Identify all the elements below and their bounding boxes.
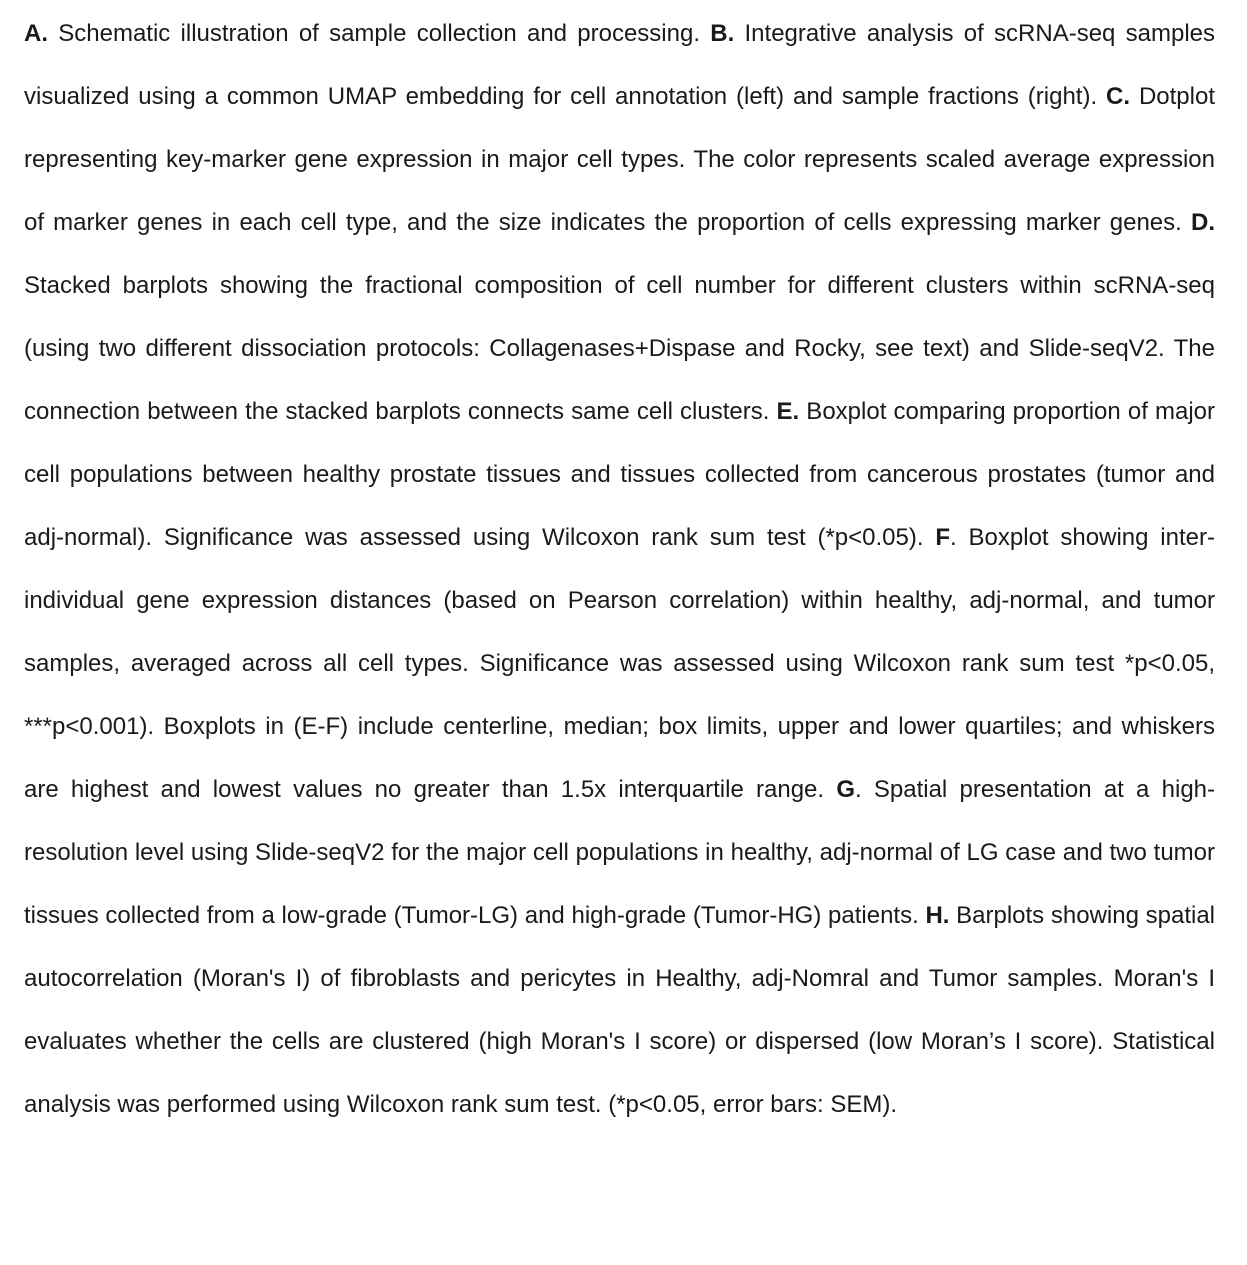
panel-label-h: H. bbox=[925, 902, 950, 929]
panel-label-a: A. bbox=[24, 20, 48, 47]
panel-label-g: G bbox=[836, 776, 855, 803]
panel-text-h: Barplots showing spatial autocorrelation (Moran's I) of fibroblasts and pericytes in Healthy, adj-Nomral and Tumor samples. Moran's I evaluates whether the cells are clustered (high Moran's I score) or dispersed (low Moran’s I score). Statistical analysis was performed using Wilcoxon rank sum test. (*p<0.05, error bars: SEM). bbox=[24, 902, 1215, 1118]
panel-text-a: Schematic illustration of sample collection and processing. bbox=[48, 20, 711, 47]
figure-caption bbox=[24, 2, 1215, 1136]
panel-text-d: Stacked barplots showing the fractional composition of cell number for different clusters within scRNA-seq (using two different dissociation protocols: Collagenases+Dispase and Rocky, see text) and Slide-seqV2. The connection between the stacked barplots connects same cell clusters. bbox=[24, 272, 1215, 425]
panel-text-b: Integrative analysis of scRNA-seq samples visualized using a common UMAP embedding for cell annotation (left) and sample fractions (right). bbox=[24, 20, 1215, 110]
panel-label-c: C. bbox=[1106, 83, 1131, 110]
panel-text-f: . Boxplot showing inter-individual gene expression distances (based on Pearson correlation) within healthy, adj-normal, and tumor samples, averaged across all cell types. Significance was assessed using Wilcoxon rank sum test *p<0.05, ***p<0.001). Boxplots in (E-F) include centerline, median; box limits, upper and lower quartiles; and whiskers are highest and lowest values no greater than 1.5x interquartile range. bbox=[24, 524, 1215, 803]
panel-label-d: D. bbox=[1191, 209, 1215, 236]
panel-text-g: . Spatial presentation at a high-resolution level using Slide-seqV2 for the major cell populations in healthy, adj-normal of LG case and two tumor tissues collected from a low-grade (Tumor-LG) and high-grade (Tumor-HG) patients. bbox=[24, 776, 1216, 929]
panel-label-b: B. bbox=[710, 20, 735, 47]
panel-label-e: E. bbox=[776, 398, 800, 425]
panel-label-f: F bbox=[935, 524, 951, 551]
panel-text-e: Boxplot comparing proportion of major cell populations between healthy prostate tissues and tissues collected from cancerous prostates (tumor and adj-normal). Significance was assessed using Wilcoxon rank sum test (*p<0.05). bbox=[24, 398, 1216, 551]
panel-text-c: Dotplot representing key-marker gene expression in major cell types. The color represents scaled average expression of marker genes in each cell type, and the size indicates the proportion of cells expressing marker genes. bbox=[24, 83, 1215, 236]
